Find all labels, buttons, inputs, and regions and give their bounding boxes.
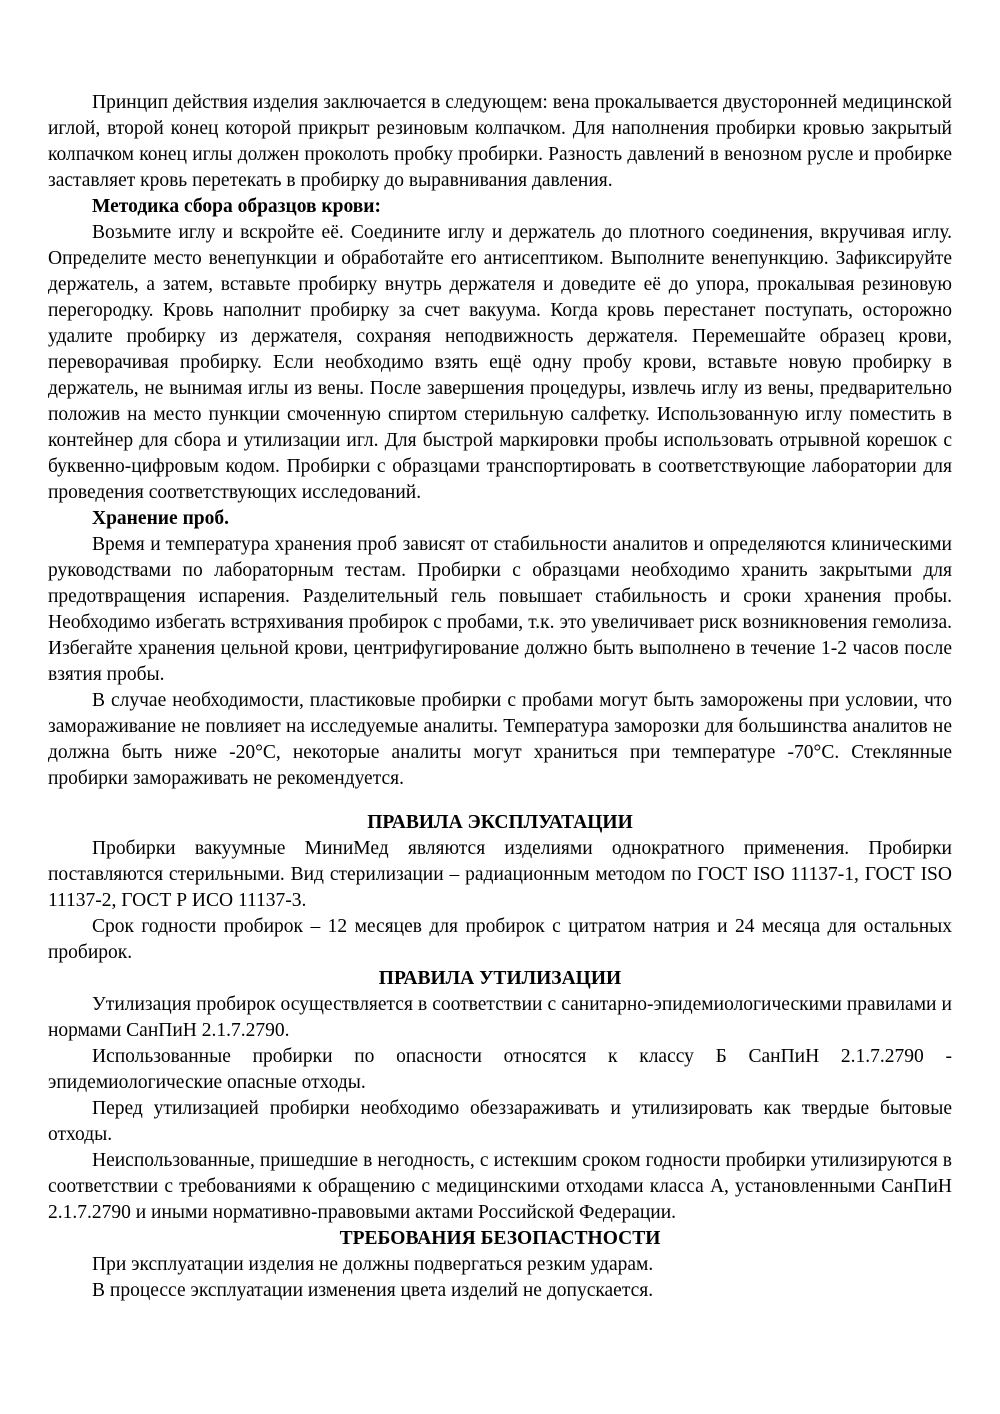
heading-disposal-rules: ПРАВИЛА УТИЛИЗАЦИИ	[378, 968, 622, 989]
paragraph-principle-of-operation: Принцип действия изделия заключается в следующем: вена прокалывается двусторонней медицинской иглой, второй конец которой прикрыт резиновым колпачком. Для наполнения пробирки кровью закрытый колпачком конец иглы должен проколоть пробку пробирки. Разность давлений в венозном русле и пробирке заставляет кровь перетекать в пробирку до выравнивания давления.	[48, 92, 952, 191]
paragraph-single-use-sterilization: Пробирки вакуумные МиниМед являются изделиями однократного применения. Пробирки поставляются стерильными. Вид стерилизации – радиационным методом по ГОСТ ISO 11137-1, ГОСТ ISO 11137-2, ГОСТ Р ИСО 11137-3.	[48, 838, 952, 911]
paragraph-unused-tubes-disposal: Неиспользованные, пришедшие в негодность, с истекшим сроком годности пробирки утилизируются в соответствии с требованиями к обращению с медицинскими отходами класса А, установленными СанПиН 2.1.7.2790 и иными нормативно-правовыми актами Российской Федерации.	[48, 1150, 952, 1223]
heading-blood-sample-collection-method: Методика сбора образцов крови:	[92, 196, 382, 217]
heading-operation-rules: ПРАВИЛА ЭКСПЛУАТАЦИИ	[367, 812, 633, 833]
paragraph-disposal-sanpin: Утилизация пробирок осуществляется в соответствии с санитарно-эпидемиологическими правилами и нормами СанПиН 2.1.7.2790.	[48, 994, 952, 1041]
heading-sample-storage: Хранение проб.	[92, 508, 230, 529]
paragraph-no-sharp-impacts: При эксплуатации изделия не должны подвергаться резким ударам.	[92, 1254, 654, 1275]
paragraph-no-color-change: В процессе эксплуатации изменения цвета изделий не допускается.	[92, 1280, 654, 1301]
paragraph-freezing-conditions: В случае необходимости, пластиковые пробирки с пробами могут быть заморожены при условии, что замораживание не повлияет на исследуемые аналиты. Температура заморозки для большинства аналитов не должна быть ниже -20°С, некоторые аналиты могут храниться при температуре -70°С. Стеклянные пробирки замораживать не рекомендуется.	[48, 690, 952, 789]
paragraph-disinfection-before-disposal: Перед утилизацией пробирки необходимо обеззараживать и утилизировать как твердые бытовые отходы.	[48, 1098, 952, 1145]
heading-safety-requirements: ТРЕБОВАНИЯ БЕЗОПАСТНОСТИ	[339, 1228, 661, 1249]
paragraph-storage-conditions: Время и температура хранения проб зависят от стабильности аналитов и определяются клиническими руководствами по лабораторным тестам. Пробирки с образцами необходимо хранить закрытыми для предотвращения испарения. Разделительный гель повышает стабильность и сроки хранения пробы. Необходимо избегать встряхивания пробирок с пробами, т.к. это увеличивает риск возникновения гемолиза. Избегайте хранения цельной крови, центрифугирование должно быть выполнено в течение 1-2 часов после взятия пробы.	[48, 534, 952, 685]
paragraph-shelf-life: Срок годности пробирок – 12 месяцев для пробирок с цитратом натрия и 24 месяца для остальных пробирок.	[48, 916, 952, 963]
paragraph-collection-procedure: Возьмите иглу и вскройте её. Соедините иглу и держатель до плотного соединения, вкручивая иглу. Определите место венепункции и обработайте его антисептиком. Выполните венепункцию. Зафиксируйте держатель, а затем, вставьте пробирку внутрь держателя и доведите её до упора, прокалывая резиновую перегородку. Кровь наполнит пробирку за счет вакуума. Когда кровь перестанет поступать, осторожно удалите пробирку из держателя, сохраняя неподвижность держателя. Перемешайте образец крови, переворачивая пробирку. Если необходимо взять ещё одну пробу крови, вставьте новую пробирку в держатель, не вынимая иглы из вены. После завершения процедуры, извлечь иглу из вены, предварительно положив на место пункции смоченную спиртом стерильную салфетку. Использованную иглу поместить в контейнер для сбора и утилизации игл. Для быстрой маркировки пробы использовать отрывной корешок с буквенно-цифровым кодом. Пробирки с образцами транспортировать в соответствующие лаборатории для проведения соответствующих исследований.	[48, 222, 952, 503]
paragraph-used-tubes-class-b: Использованные пробирки по опасности относятся к классу Б СанПиН 2.1.7.2790 - эпидемиологические опасные отходы.	[48, 1046, 952, 1093]
